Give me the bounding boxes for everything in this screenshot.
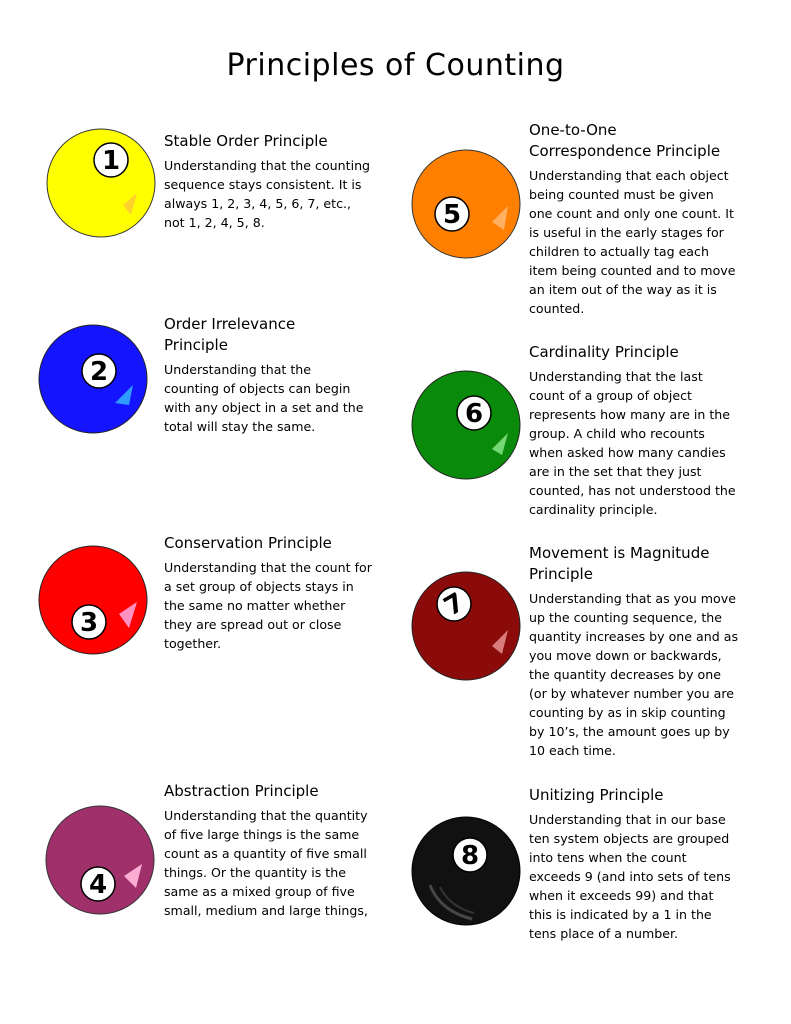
principle-heading: Unitizing Principle (529, 786, 664, 804)
principle-unitizing (529, 785, 739, 943)
principle-text: Understanding that the counting sequence stays consistent. It is always 1, 2, 3, 4, 5, 6, 7, etc., not 1, 2, 4, 5, 8. (164, 158, 371, 230)
principle-heading: One-to-One Correspondence Principle (529, 121, 721, 160)
billiard-ball-4 (44, 804, 156, 916)
principle-stable-order (164, 131, 374, 232)
page-title: Principles of Counting (226, 48, 565, 83)
billiard-ball-6 (410, 369, 522, 481)
principle-text: Understanding that in our base ten system objects are grouped into tens when the count exceeds 9 (and into sets of tens when it exceeds 99) and that this is indicated by a 1 in the tens place of a number. (529, 812, 731, 941)
principle-conservation (164, 533, 374, 653)
ball-number: 7 (439, 587, 470, 623)
principle-heading: Abstraction Principle (164, 782, 319, 800)
principle-text: Understanding that each object being counted must be given one count and only one count. It is useful in the early stages for children to actually tag each item being counted and to move an item out of the way as it is counted. (529, 168, 736, 316)
principle-text: Understanding that the counting of objects can begin with any object in a set and the total will stay the same. (164, 362, 364, 434)
principle-heading: Order Irrelevance Principle (164, 315, 296, 354)
billiard-ball-7 (410, 570, 522, 682)
principle-text: Understanding that the last count of a group of object represents how many are in the group. A child who recounts when asked how many candies are in the set that they just counted, has not understood the cardinality principle. (529, 369, 736, 517)
principle-cardinality (529, 342, 739, 519)
ball-number: 2 (89, 357, 109, 387)
principle-heading: Stable Order Principle (164, 132, 328, 150)
principle-heading: Movement is Magnitude Principle (529, 544, 710, 583)
billiard-ball-5 (410, 148, 522, 260)
billiard-ball-8 (410, 815, 522, 927)
principle-heading: Conservation Principle (164, 534, 332, 552)
principle-order-irrelevance (164, 314, 364, 436)
ball-number: 8 (460, 841, 480, 871)
billiard-ball-1 (45, 127, 157, 239)
ball-number: 5 (442, 200, 462, 230)
principle-text: Understanding that as you move up the counting sequence, the quantity increases by one and as you move down or backwards, the quantity decreases by one (or by whatever number you are counting by as in skip counting by 10’s, the amount goes up by 10 each time. (529, 591, 739, 758)
principle-heading: Cardinality Principle (529, 343, 679, 361)
billiard-ball-3 (37, 544, 149, 656)
ball-number: 3 (79, 608, 99, 638)
principle-text: Understanding that the quantity of five large things is the same count as a quantity of five small things. Or the quantity is the same as a mixed group of five small, medium and large things, (164, 808, 368, 918)
principle-text: Understanding that the count for a set group of objects stays in the same no matter whether they are spread out or close together. (164, 560, 372, 651)
ball-number: 1 (101, 146, 121, 176)
ball-number: 6 (464, 399, 484, 429)
principle-movement-magnitude (529, 543, 739, 760)
ball-number: 4 (88, 870, 108, 900)
billiard-ball-2 (37, 323, 149, 435)
principle-one-to-one (529, 120, 739, 318)
principle-abstraction (164, 781, 374, 920)
